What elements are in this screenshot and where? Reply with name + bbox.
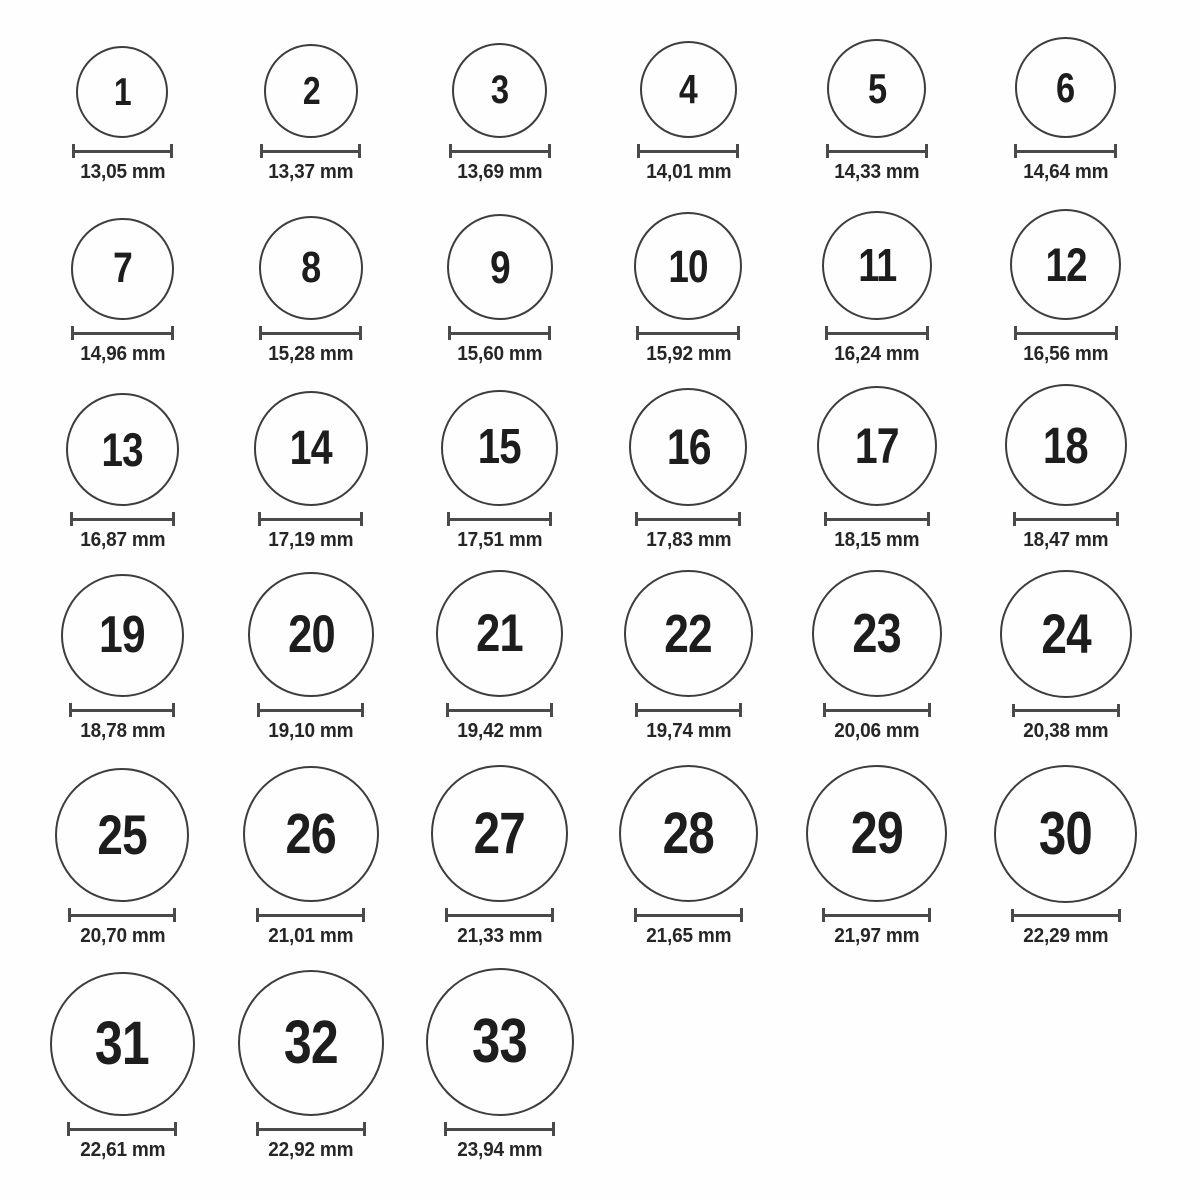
ring-circle [1015, 37, 1116, 138]
diameter-label: 20,70 mm [79, 925, 165, 947]
ring-size-number: 22 [664, 603, 713, 664]
diameter-measure-bar [635, 703, 742, 717]
ring-size-number: 20 [287, 604, 335, 664]
ring-size-number: 15 [478, 420, 522, 475]
diameter-measure-bar [826, 144, 928, 158]
diameter-measure-bar [70, 512, 175, 526]
ring-circle [624, 570, 753, 697]
diameter-measure-bar [1013, 512, 1119, 526]
diameter-measure-bar [257, 703, 364, 717]
diameter-label: 14,01 mm [645, 161, 731, 183]
diameter-label: 21,65 mm [645, 925, 731, 947]
ring-size-number: 18 [1043, 416, 1089, 474]
diameter-label: 16,24 mm [834, 343, 920, 365]
ring-size-cell [217, 190, 406, 380]
diameter-label: 19,10 mm [268, 720, 354, 742]
ring-size-cell [217, 962, 406, 1200]
ring-size-cell [783, 380, 972, 570]
ring-size-cell [971, 765, 1160, 962]
diameter-measure-bar [449, 144, 551, 158]
diameter-measure-bar [634, 908, 743, 922]
diameter-label: 17,51 mm [457, 529, 543, 551]
diameter-label: 22,92 mm [268, 1139, 354, 1161]
ring-size-number: 33 [472, 1007, 528, 1076]
diameter-measure-bar [823, 703, 931, 717]
ring-size-number: 5 [867, 64, 887, 112]
ring-size-cell [217, 0, 406, 190]
ring-circle [447, 214, 553, 320]
diameter-measure-bar [635, 512, 741, 526]
ring-size-cell [28, 190, 217, 380]
diameter-measure-bar [1012, 704, 1120, 717]
ring-circle [452, 43, 548, 139]
diameter-measure-bar [71, 326, 174, 340]
ring-size-cell [594, 765, 783, 962]
ring-circle [827, 39, 926, 138]
diameter-measure-bar [825, 326, 929, 340]
diameter-measure-bar [636, 326, 740, 340]
ring-size-cell [405, 962, 594, 1200]
ring-size-number: 9 [489, 241, 510, 293]
ring-size-cell [783, 570, 972, 765]
ring-size-cell [28, 570, 217, 765]
diameter-label: 22,61 mm [79, 1139, 165, 1161]
ring-circle [822, 211, 932, 321]
diameter-label: 17,83 mm [645, 529, 731, 551]
diameter-label: 19,74 mm [645, 720, 731, 742]
diameter-label: 14,33 mm [834, 161, 920, 183]
diameter-label: 20,06 mm [834, 720, 920, 742]
ring-size-number: 7 [112, 244, 132, 293]
ring-size-number: 32 [283, 1008, 338, 1077]
ring-circle [1005, 384, 1127, 506]
diameter-measure-bar [256, 1122, 366, 1136]
ring-size-cell [971, 190, 1160, 380]
ring-size-number: 30 [1039, 799, 1093, 867]
ring-circle [812, 570, 943, 697]
ring-size-number: 14 [289, 421, 333, 475]
diameter-label: 18,15 mm [834, 529, 920, 551]
ring-circle [629, 388, 747, 506]
ring-size-cell [594, 380, 783, 570]
diameter-label: 13,69 mm [457, 161, 543, 183]
diameter-label: 21,01 mm [268, 925, 354, 947]
ring-circle [61, 574, 185, 698]
diameter-label: 22,29 mm [1023, 925, 1109, 947]
ring-size-cell [28, 962, 217, 1200]
diameter-label: 21,97 mm [834, 925, 920, 947]
ring-size-number: 29 [850, 800, 904, 867]
ring-size-number: 31 [95, 1009, 150, 1078]
diameter-measure-bar [1014, 326, 1118, 340]
ring-size-cell [28, 765, 217, 962]
ring-circle [426, 968, 574, 1116]
ring-size-number: 21 [476, 604, 523, 663]
ring-size-number: 27 [474, 800, 526, 866]
diameter-measure-bar [67, 1122, 177, 1136]
diameter-measure-bar [69, 703, 175, 717]
ring-size-cell [217, 380, 406, 570]
ring-size-cell [405, 0, 594, 190]
diameter-measure-bar [1011, 909, 1121, 922]
ring-circle [994, 765, 1137, 903]
ring-size-cell [971, 380, 1160, 570]
ring-circle [76, 46, 168, 138]
ring-circle [264, 44, 358, 138]
ring-circle [436, 570, 563, 697]
ring-size-number: 2 [302, 69, 320, 113]
diameter-measure-bar [824, 512, 930, 526]
ring-size-number: 24 [1040, 601, 1091, 665]
diameter-measure-bar [258, 512, 363, 526]
diameter-measure-bar [448, 326, 551, 340]
ring-size-number: 8 [301, 242, 321, 292]
diameter-measure-bar [444, 1122, 555, 1136]
ring-size-number: 6 [1056, 63, 1075, 111]
ring-size-number: 4 [679, 65, 698, 112]
ring-circle [254, 391, 369, 506]
ring-size-cell [28, 380, 217, 570]
ring-size-number: 19 [99, 606, 146, 665]
ring-circle [817, 386, 937, 506]
diameter-label: 18,78 mm [79, 720, 165, 742]
ring-size-cell [217, 765, 406, 962]
diameter-label: 14,96 mm [79, 343, 165, 365]
ring-circle [248, 572, 373, 697]
ring-circle [441, 390, 558, 507]
diameter-measure-bar [637, 144, 739, 158]
ring-size-number: 3 [490, 68, 509, 113]
diameter-label: 19,42 mm [457, 720, 543, 742]
ring-size-cell [594, 570, 783, 765]
ring-size-cell [405, 190, 594, 380]
diameter-label: 14,64 mm [1023, 161, 1109, 183]
diameter-measure-bar [445, 908, 554, 922]
ring-size-cell [405, 380, 594, 570]
diameter-measure-bar [72, 144, 173, 158]
diameter-measure-bar [446, 703, 553, 717]
ring-circle [55, 768, 189, 902]
ring-size-cell [783, 0, 972, 190]
ring-size-cell [405, 765, 594, 962]
ring-circle [640, 41, 737, 138]
ring-size-number: 23 [852, 602, 902, 665]
diameter-label: 15,60 mm [457, 343, 543, 365]
ring-size-number: 10 [668, 240, 709, 292]
ring-size-cell [971, 0, 1160, 190]
diameter-label: 16,87 mm [79, 529, 165, 551]
diameter-measure-bar [447, 512, 552, 526]
diameter-measure-bar [259, 326, 362, 340]
diameter-label: 15,92 mm [645, 343, 731, 365]
ring-circle [634, 212, 742, 320]
ring-circle [619, 765, 758, 902]
ring-size-cell [217, 570, 406, 765]
ring-size-cell [594, 0, 783, 190]
ring-size-number: 28 [662, 800, 714, 866]
ring-size-number: 13 [101, 423, 143, 476]
ring-circle [66, 393, 179, 506]
ring-size-number: 12 [1045, 237, 1087, 291]
diameter-measure-bar [822, 908, 931, 922]
ring-circle [1010, 209, 1121, 320]
ring-size-cell [971, 570, 1160, 765]
ring-circle [806, 765, 947, 902]
ring-size-cell [405, 570, 594, 765]
ring-circle [259, 216, 363, 320]
diameter-measure-bar [260, 144, 361, 158]
diameter-label: 23,94 mm [457, 1139, 543, 1161]
ring-size-number: 26 [285, 801, 337, 866]
diameter-label: 17,19 mm [268, 529, 354, 551]
diameter-measure-bar [68, 908, 176, 922]
ring-size-cell [783, 765, 972, 962]
ring-circle [1000, 570, 1132, 698]
ring-circle [71, 218, 174, 321]
ring-size-number: 1 [113, 70, 131, 114]
ring-size-number: 17 [854, 418, 899, 474]
ring-circle [238, 970, 384, 1116]
diameter-label: 18,47 mm [1023, 529, 1109, 551]
ring-size-number: 25 [97, 803, 148, 866]
diameter-measure-bar [256, 908, 365, 922]
diameter-label: 13,37 mm [268, 161, 354, 183]
ring-circle [50, 972, 195, 1117]
ring-size-number: 16 [666, 418, 711, 475]
diameter-label: 15,28 mm [268, 343, 354, 365]
ring-size-cell [783, 190, 972, 380]
ring-size-number: 11 [857, 239, 897, 292]
diameter-label: 16,56 mm [1023, 343, 1109, 365]
ring-size-cell [594, 190, 783, 380]
diameter-measure-bar [1014, 144, 1117, 158]
ring-circle [431, 765, 569, 902]
diameter-label: 13,05 mm [79, 161, 165, 183]
ring-circle [243, 766, 379, 902]
ring-size-cell [28, 0, 217, 190]
diameter-label: 20,38 mm [1023, 720, 1109, 742]
diameter-label: 21,33 mm [457, 925, 543, 947]
